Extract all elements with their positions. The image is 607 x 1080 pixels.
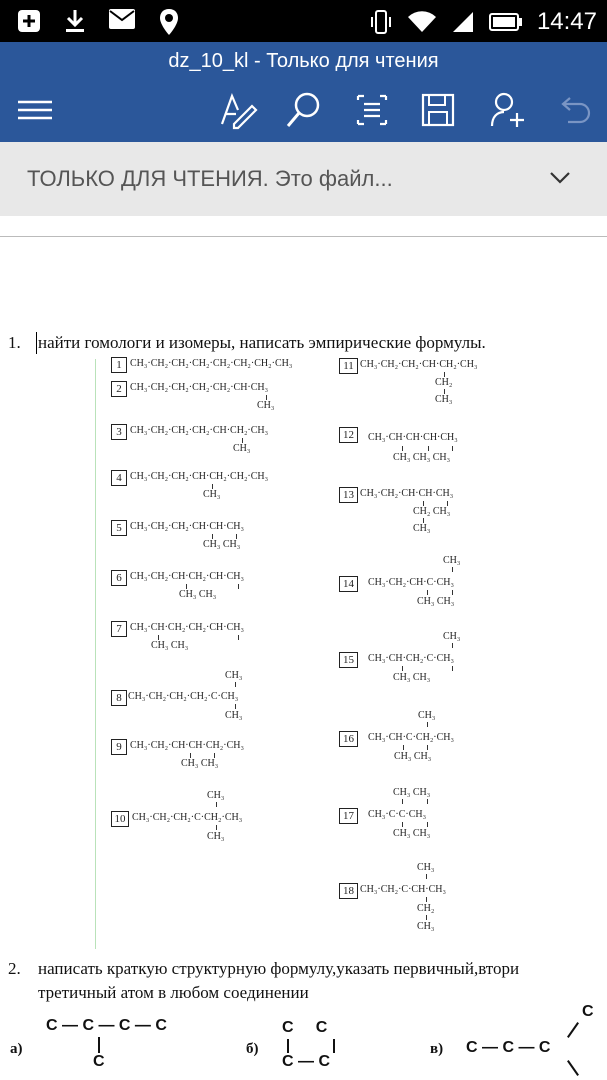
option-b-top: C C bbox=[282, 1019, 328, 1036]
formula-text: CH₃·CH₂·C·CH·CH₃ bbox=[360, 884, 447, 895]
undo-icon[interactable] bbox=[554, 90, 594, 130]
wifi-icon bbox=[407, 10, 437, 34]
formula-text: CH₂ CH₃ bbox=[413, 506, 451, 517]
bond-line bbox=[452, 446, 453, 451]
bond-line bbox=[333, 1039, 335, 1053]
read-only-banner[interactable] bbox=[0, 142, 607, 216]
formula-text: CH₂ bbox=[435, 377, 453, 388]
bond-line bbox=[216, 802, 217, 807]
bond-line bbox=[238, 635, 239, 640]
formula-text: CH₃ bbox=[417, 862, 435, 873]
formula-number: 14 bbox=[339, 576, 358, 592]
option-c-top: C bbox=[582, 1003, 594, 1020]
bond-line bbox=[567, 1022, 579, 1038]
share-person-icon[interactable] bbox=[488, 90, 528, 130]
formula-text: CH₃·CH₂·CH·CH₂·CH·CH₃ bbox=[130, 571, 244, 582]
formula-text: CH₃ bbox=[225, 670, 243, 681]
formula-number: 6 bbox=[111, 570, 127, 586]
formula-text: CH₃·CH₂·CH₂·CH·CH·CH₃ bbox=[130, 521, 244, 532]
formula-text: CH₃ bbox=[207, 790, 225, 801]
formula-text: CH₃ CH₃ CH₃ bbox=[393, 452, 451, 463]
formula-text: CH₃ bbox=[225, 710, 243, 721]
option-c-chain: C — C — C bbox=[466, 1039, 551, 1056]
banner-text: ТОЛЬКО ДЛЯ ЧТЕНИЯ. Это файл... bbox=[27, 166, 393, 191]
formula-number: 7 bbox=[111, 621, 127, 637]
formula-text: CH₃·CH₂·CH·CH·CH₃ bbox=[360, 488, 454, 499]
menu-icon[interactable] bbox=[16, 90, 56, 130]
formula-text: CH₃ CH₃ bbox=[179, 589, 217, 600]
bond-line bbox=[426, 915, 427, 920]
clock: 14:47 bbox=[536, 8, 597, 35]
formula-number: 11 bbox=[339, 358, 358, 374]
bond-line bbox=[426, 897, 427, 902]
bond-line bbox=[452, 567, 453, 572]
bond-line bbox=[427, 722, 428, 727]
formula-text: CH₃·CH₂·CH₂·CH₂·CH·CH₂·CH₃ bbox=[130, 425, 269, 436]
bond-line bbox=[287, 1039, 289, 1053]
bond-line bbox=[402, 446, 403, 451]
bond-line bbox=[427, 822, 428, 827]
formula-text: CH₃·CH₂·CH₂·C·CH₂·CH₃ bbox=[132, 812, 243, 823]
bond-line bbox=[238, 584, 239, 589]
formula-number: 9 bbox=[111, 739, 127, 755]
formula-number: 17 bbox=[339, 808, 358, 824]
formula-number: 15 bbox=[339, 652, 358, 668]
formula-text: CH₃ bbox=[257, 400, 275, 411]
formula-text: CH₃ bbox=[413, 523, 431, 534]
formula-text: CH₃ bbox=[418, 710, 436, 721]
bond-line bbox=[427, 799, 428, 804]
app-title-bar bbox=[0, 42, 607, 142]
question-1-text: найти гомологи и изомеры, написать эмпирические формулы. bbox=[38, 333, 486, 352]
formula-number: 12 bbox=[339, 427, 358, 443]
formula-text: CH₃·C·C·CH₃ bbox=[368, 809, 427, 820]
add-box-icon bbox=[16, 8, 42, 34]
bond-line bbox=[427, 590, 428, 595]
location-icon bbox=[158, 8, 180, 36]
formula-text: CH₃·CH·CH₂·C·CH₃ bbox=[368, 653, 455, 664]
bond-line bbox=[403, 745, 404, 750]
document-title: dz_10_kl - Только для чтения bbox=[168, 50, 439, 72]
formula-text: CH₃·CH₂·CH₂·CH·CH₂·CH₃ bbox=[360, 359, 478, 370]
formula-text: CH₃ CH₃ bbox=[393, 672, 431, 683]
formula-text: CH₃·CH₂·CH₂·CH·CH₂·CH₂·CH₃ bbox=[130, 471, 269, 482]
option-b-label: б) bbox=[246, 1041, 259, 1057]
formula-number: 18 bbox=[339, 883, 358, 899]
formula-number: 2 bbox=[111, 381, 127, 397]
edit-pen-icon[interactable] bbox=[218, 90, 258, 130]
bond-line bbox=[427, 745, 428, 750]
save-icon[interactable] bbox=[418, 90, 458, 130]
formula-number: 13 bbox=[339, 487, 358, 503]
formula-number: 16 bbox=[339, 731, 358, 747]
formula-number: 1 bbox=[111, 357, 127, 373]
formula-text: CH₃·CH·C·CH₂·CH₃ bbox=[368, 732, 455, 743]
bond-line bbox=[216, 825, 217, 830]
formula-number: 3 bbox=[111, 424, 127, 440]
bond-line bbox=[235, 704, 236, 709]
bond-line bbox=[402, 822, 403, 827]
formula-text: CH₃·CH₂·CH·CH·CH₂·CH₃ bbox=[130, 740, 244, 751]
formula-text: CH₃ CH₃ bbox=[393, 787, 431, 798]
bond-line bbox=[567, 1060, 579, 1076]
bond-line bbox=[402, 799, 403, 804]
formula-text: CH₃ CH₃ bbox=[203, 539, 241, 550]
formula-text: CH₃·CH·CH₂·CH₂·CH·CH₃ bbox=[130, 622, 244, 633]
question-2-line-2: третичный атом в любом соединении bbox=[38, 983, 309, 1002]
option-a-label: а) bbox=[10, 1041, 23, 1057]
formula-number: 10 bbox=[111, 811, 129, 827]
option-c-label: в) bbox=[430, 1041, 444, 1057]
document-page[interactable] bbox=[0, 237, 607, 1080]
formula-text: CH₃ bbox=[207, 831, 225, 842]
text-cursor bbox=[36, 332, 37, 354]
bond-line bbox=[428, 446, 429, 451]
bond-line bbox=[426, 874, 427, 879]
reading-view-icon[interactable] bbox=[352, 90, 392, 130]
formula-text: CH₃ CH₃ bbox=[181, 758, 219, 769]
formula-text: CH₃·CH₂·CH₂·CH₂·CH₂·CH₂·CH₂·CH₃ bbox=[130, 358, 293, 369]
bond-line bbox=[402, 666, 403, 671]
formula-text: CH₃ CH₃ bbox=[417, 596, 455, 607]
question-2-line-1: написать краткую структурную формулу,указать первичный,втори bbox=[38, 959, 520, 978]
signal-icon bbox=[451, 10, 475, 34]
formula-text: CH₃ bbox=[435, 394, 453, 405]
bond-line bbox=[452, 590, 453, 595]
status-bar bbox=[0, 0, 607, 42]
formula-text: CH₃ bbox=[443, 631, 461, 642]
formula-text: CH₃ bbox=[233, 443, 251, 454]
formula-text: CH₃ bbox=[203, 489, 221, 500]
bond-line bbox=[452, 666, 453, 671]
bond-line bbox=[452, 643, 453, 648]
formula-number: 8 bbox=[111, 690, 127, 706]
battery-icon bbox=[489, 12, 523, 32]
download-icon bbox=[64, 8, 86, 34]
formula-text: CH₃·CH₂·CH₂·CH₂·C·CH₃ bbox=[128, 691, 239, 702]
formula-text: CH₂ bbox=[417, 903, 435, 914]
formula-text: CH₃ CH₃ bbox=[394, 751, 432, 762]
option-a-chain: C — C — C — C bbox=[46, 1017, 167, 1034]
question-number: 1. bbox=[8, 333, 21, 352]
formula-text: CH₃·CH₂·CH₂·CH₂·CH₂·CH·CH₃ bbox=[130, 382, 269, 393]
formula-text: CH₃·CH·CH·CH·CH₃ bbox=[368, 432, 458, 443]
formula-text: CH₃·CH₂·CH·C·CH₃ bbox=[368, 577, 455, 588]
bond-line bbox=[98, 1037, 100, 1053]
formula-text: CH₃ bbox=[417, 921, 435, 932]
formula-number: 4 bbox=[111, 470, 127, 486]
search-icon[interactable] bbox=[284, 90, 324, 130]
option-a-branch: C bbox=[93, 1053, 105, 1070]
formula-text: CH₃ CH₃ bbox=[393, 828, 431, 839]
question-number: 2. bbox=[8, 959, 21, 978]
formula-text: CH₃ CH₃ bbox=[151, 640, 189, 651]
vibrate-icon bbox=[369, 9, 393, 35]
option-b-bottom: C — C bbox=[282, 1053, 330, 1070]
mail-icon bbox=[108, 8, 136, 30]
margin-line bbox=[95, 359, 96, 949]
chevron-down-icon[interactable] bbox=[549, 166, 571, 188]
formula-number: 5 bbox=[111, 520, 127, 536]
formula-text: CH₃ bbox=[443, 555, 461, 566]
bond-line bbox=[235, 682, 236, 687]
